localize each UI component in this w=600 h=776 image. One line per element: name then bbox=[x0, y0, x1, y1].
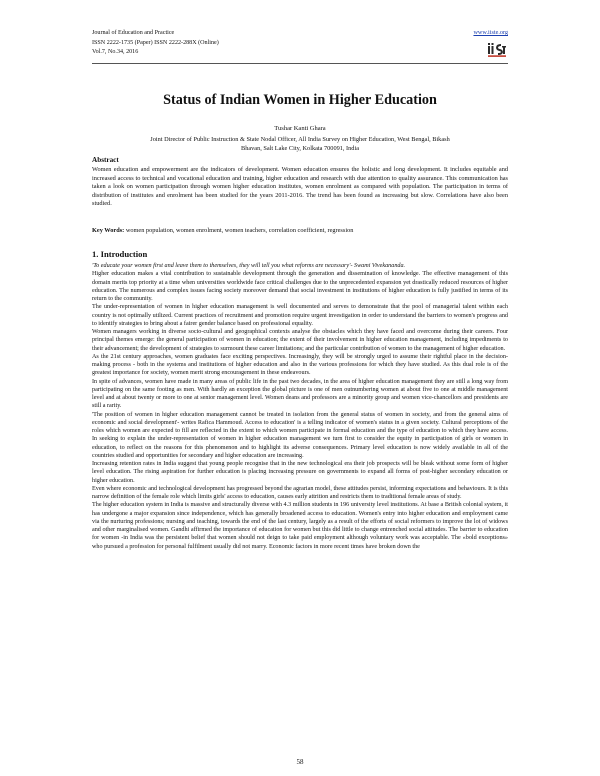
section-heading-introduction: 1. Introduction bbox=[92, 249, 148, 259]
paragraph: Even where economic and technological development has progressed beyond the agrarian model, these attitudes persist, informing expectations and behaviours. It is this narrow definition of the female role which limits girls' access to education, causes early attrition and restricts them to traditional female areas of study. bbox=[92, 485, 508, 500]
affiliation-line: Bhavan, Salt Lake City, Kolkata 700091, India bbox=[241, 144, 359, 152]
journal-issn: ISSN 2222-1735 (Paper) ISSN 2222-288X (Online) bbox=[92, 39, 219, 46]
abstract-text: Women education and empowerment are the indicators of development. Women education ensures the holistic and long development. It includes equitable and increased access to technical and vocational education and training, higher education and research with due attention to quality assurance. This communication has taken a look on women participation through women higher education institutes, women enrolment as compared with population. The participation in terms of distribution of institutes and enrolment has been studied for the years 2011-2016. The trend has been found as increasing but slow. Correlations have also been studied. bbox=[92, 166, 508, 207]
introduction-body bbox=[92, 262, 508, 551]
paragraph: Higher education makes a vital contribution to sustainable development through the generation and dissemination of knowledge. The effective management of this domain merits top priority at a time when universities worldwide face critical challenges due to the unprecedented expansion yet drastically reduced resources of higher education. The numerous and complex issues facing society moreover demand that social investment in institutions of higher education is fully justified in terms of its return to the community. bbox=[92, 271, 508, 302]
keywords-text: women population, women enrolment, women teachers, correlation coefficient, regression bbox=[124, 227, 354, 234]
paragraph: In spite of advances, women have made in many areas of public life in the past two decades, in the area of higher education management they are still a long way from participating on the same footing as men. With hardly an exception the global picture is one of men outnumbering women at about five to one at middle management level and at about twenty or more to one at senior management level. Women deans and professors are a minority group and women vice-chancellors and presidents are still a rarity. bbox=[92, 378, 508, 410]
abstract-heading: Abstract bbox=[92, 156, 119, 164]
author-name: Tushar Kanti Ghara bbox=[274, 125, 326, 132]
epigraph-quote: 'To educate your women first and leave them to themselves, they will tell you what reforms are necessary'- Swami Vivekananda. bbox=[92, 263, 406, 269]
journal-header bbox=[92, 29, 219, 58]
paragraph: As the 21st century approaches, women graduates face exciting perspectives. Increasingly, they will be strongly urged to assume their rightful place in the decision-making process - both in the systems and institutions of higher education and also in the various professions for which they have studied. As this dual role is of the greatest importance for society, women merit strong encouragement in these endeavours. bbox=[92, 353, 508, 377]
keywords-label: Key Words: bbox=[92, 227, 125, 234]
paper-title: Status of Indian Women in Higher Education bbox=[163, 92, 437, 108]
paragraph: Women managers working in diverse socio-cultural and geographical contexts analyse the obstacles which they have faced and overcome during their careers. Four principal themes emerge: the general participation of women in education; the extent of their involvement in higher education management, including impediments to their advancement; the development of strategies to surmount these career limitations; and the particular contribution of women to the management of higher education. bbox=[92, 329, 508, 352]
paragraph: The higher education system in India is massive and structurally diverse with 4.3 million students in 196 university level institutions. At base a British colonial system, it has undergone a major expansion since independence, which has generally broadened access to education. Women's entry into higher education and employment came via the nurturing professions; nursing and teaching, towards the end of the last century, largely as a result of the efforts of social reformers to improve the lot of widows and other marginalised women. Gandhi affirmed the importance of education for women but this did little to change entrenched social attitudes. The barrier to education for women -in India was the persistent belief that women should not deign to take paid employment although voluntary work was acceptable. The «bold exceptions» who pursued a profession for personal fulfilment usually did not marry. Economic factors in more recent times have broken down the bbox=[92, 502, 508, 550]
journal-name: Journal of Education and Practice bbox=[92, 30, 175, 36]
page-number: 58 bbox=[296, 758, 304, 766]
journal-volume: Vol.7, No.34, 2016 bbox=[92, 49, 139, 56]
paragraph: The under-representation of women in higher education management is well documented and serves to demonstrate that the pool of managerial talent within each country is not optimally utilized. Current practices of recruitment and promotion require urgent investigation in order to understand the barriers to women's progress and to identify strategies to bring about a fairer gender balance based on professional equality. bbox=[92, 304, 508, 327]
paragraph: Increasing retention rates in India suggest that young people recognise that in the new technological era their job prospects will be bleak without some form of higher level education. The rising aspiration for further education is placing increasing pressure on governments to expand all forms of post-higher secondary education or higher education. bbox=[92, 461, 508, 484]
paragraph: 'The position of women in higher education management cannot be treated in isolation from the general status of women in society, and from the general aims of economic and social development'- writes Rafica Hammoud. Access to education' is a telling indicator of women's status in a given society. Cultural perceptions of the roles which women are expected to fill are reflected in the extent to which women participate in formal education and the type of education to which they have access. In seeking to explain the under-representation of women in higher education management we turn first to consider the equity in participation of girls or women in education, to reflect on the reasons for this phenomenon and to highlight its adverse consequences. Primary level education is now widely available in all of the countries studied and opportunities for secondary and higher education are increasing. bbox=[92, 411, 508, 459]
author-affiliation bbox=[92, 136, 508, 153]
header-divider bbox=[92, 63, 508, 64]
journal-website-link[interactable]: www.iiste.org bbox=[473, 29, 508, 36]
keywords bbox=[92, 227, 508, 234]
iiste-logo-icon bbox=[487, 42, 507, 58]
affiliation-line: Joint Director of Public Instruction & State Nodal Officer, All India Survey on Higher Education, West Bengal, Bikash bbox=[150, 136, 450, 143]
